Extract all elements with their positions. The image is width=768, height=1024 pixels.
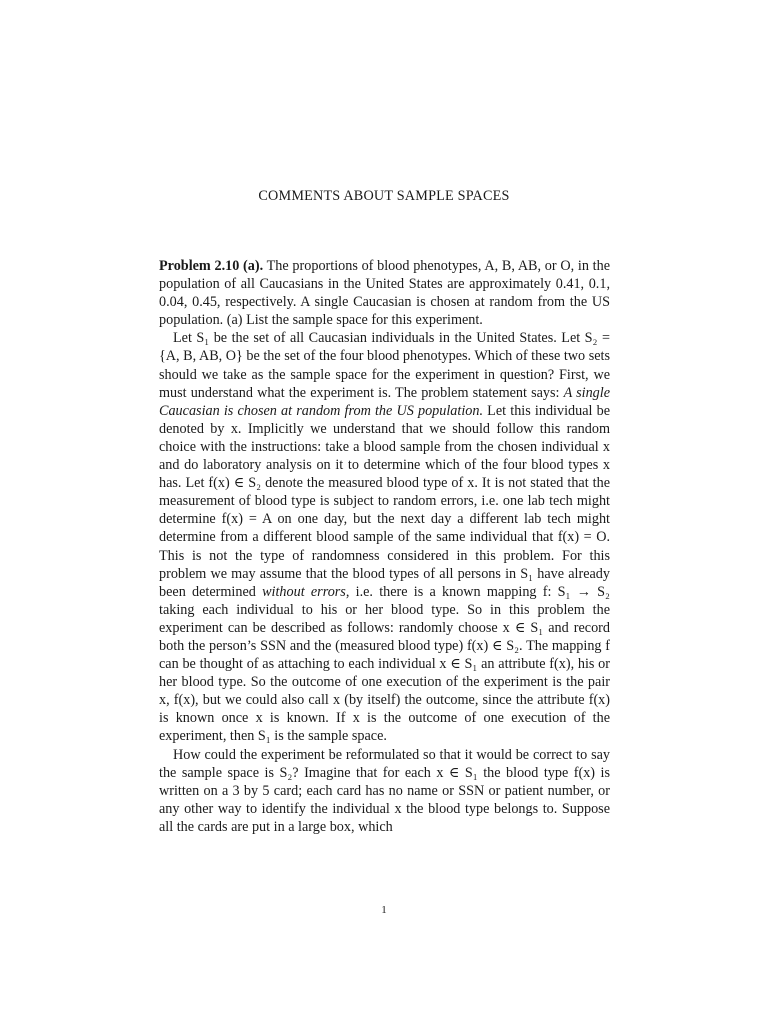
problem-statement: The proportions of blood phenotypes, A, B, AB, or O, in the population of all Caucasians in the United States are approximately 0.41, 0.1, 0.04, 0.45, respectively. A single Caucasian is chosen at random from the US population. (a) List the sample space for this experiment.	[159, 258, 611, 329]
discussion-quote: A single Caucasian is chosen at random from the US population.	[159, 384, 610, 419]
discussion-part-a: Let S₁ be the set of all Caucasian individuals in the United States. Let S₂ = {A, B, AB, O} be the set of the four blood phenotypes. Which of these two sets should we take as the sample space for the experiment in question? First, we must understand what the experiment is. The problem statement says:	[159, 330, 610, 401]
discussion-emphasis: without errors	[262, 583, 346, 600]
discussion-part-b: Let this individual be denoted by x. Implicitly we understand that we should follow this random choice with the instructions: take a blood sample from the chosen individual x and do laboratory analysis on it to determine which of the four blood types x has. Let f(x) ∈ S₂ denote the measured blood type of x. It is not stated that the measurement of blood type is subject to random errors, i.e. one lab tech might determine f(x) = A on one day, but the next day a different lab tech might determine from a different blood sample of the same individual that f(x) = O. This is not the type of randomness considered in this problem. For this problem we may assume that the blood types of all persons in S₁ have already been determined	[159, 402, 610, 600]
paragraph-discussion	[159, 329, 610, 745]
page-title: COMMENTS ABOUT SAMPLE SPACES	[258, 188, 510, 204]
problem-label: Problem 2.10 (a).	[159, 258, 264, 274]
paragraph-problem	[159, 257, 610, 329]
discussion-part-c: , i.e. there is a known mapping f: S₁ → S₂ taking each individual to his or her blood type. So in this problem the experiment can be described as follows: randomly choose x ∈ S₁ and record both the person’s SSN and the (measured blood type) f(x) ∈ S₂. The mapping f can be thought of as attaching to each individual x ∈ S₁ an attribute f(x), his or her blood type. So the outcome of one execution of the experiment is the pair x, f(x), but we could also call x (by itself) the outcome, since the attribute f(x) is known once x is known. If x is the outcome of one execution of the experiment, then S₁ is the sample space.	[159, 583, 610, 745]
paragraph-reformulation: How could the experiment be reformulated so that it would be correct to say the sample space is S₂? Imagine that for each x ∈ S₁ the blood type f(x) is written on a 3 by 5 card; each card has no name or SSN or patient number, or any other way to identify the individual x the blood type belongs to. Suppose all the cards are put in a large box, which	[159, 746, 610, 835]
document-body	[159, 257, 610, 836]
page-number: 1	[381, 904, 387, 916]
